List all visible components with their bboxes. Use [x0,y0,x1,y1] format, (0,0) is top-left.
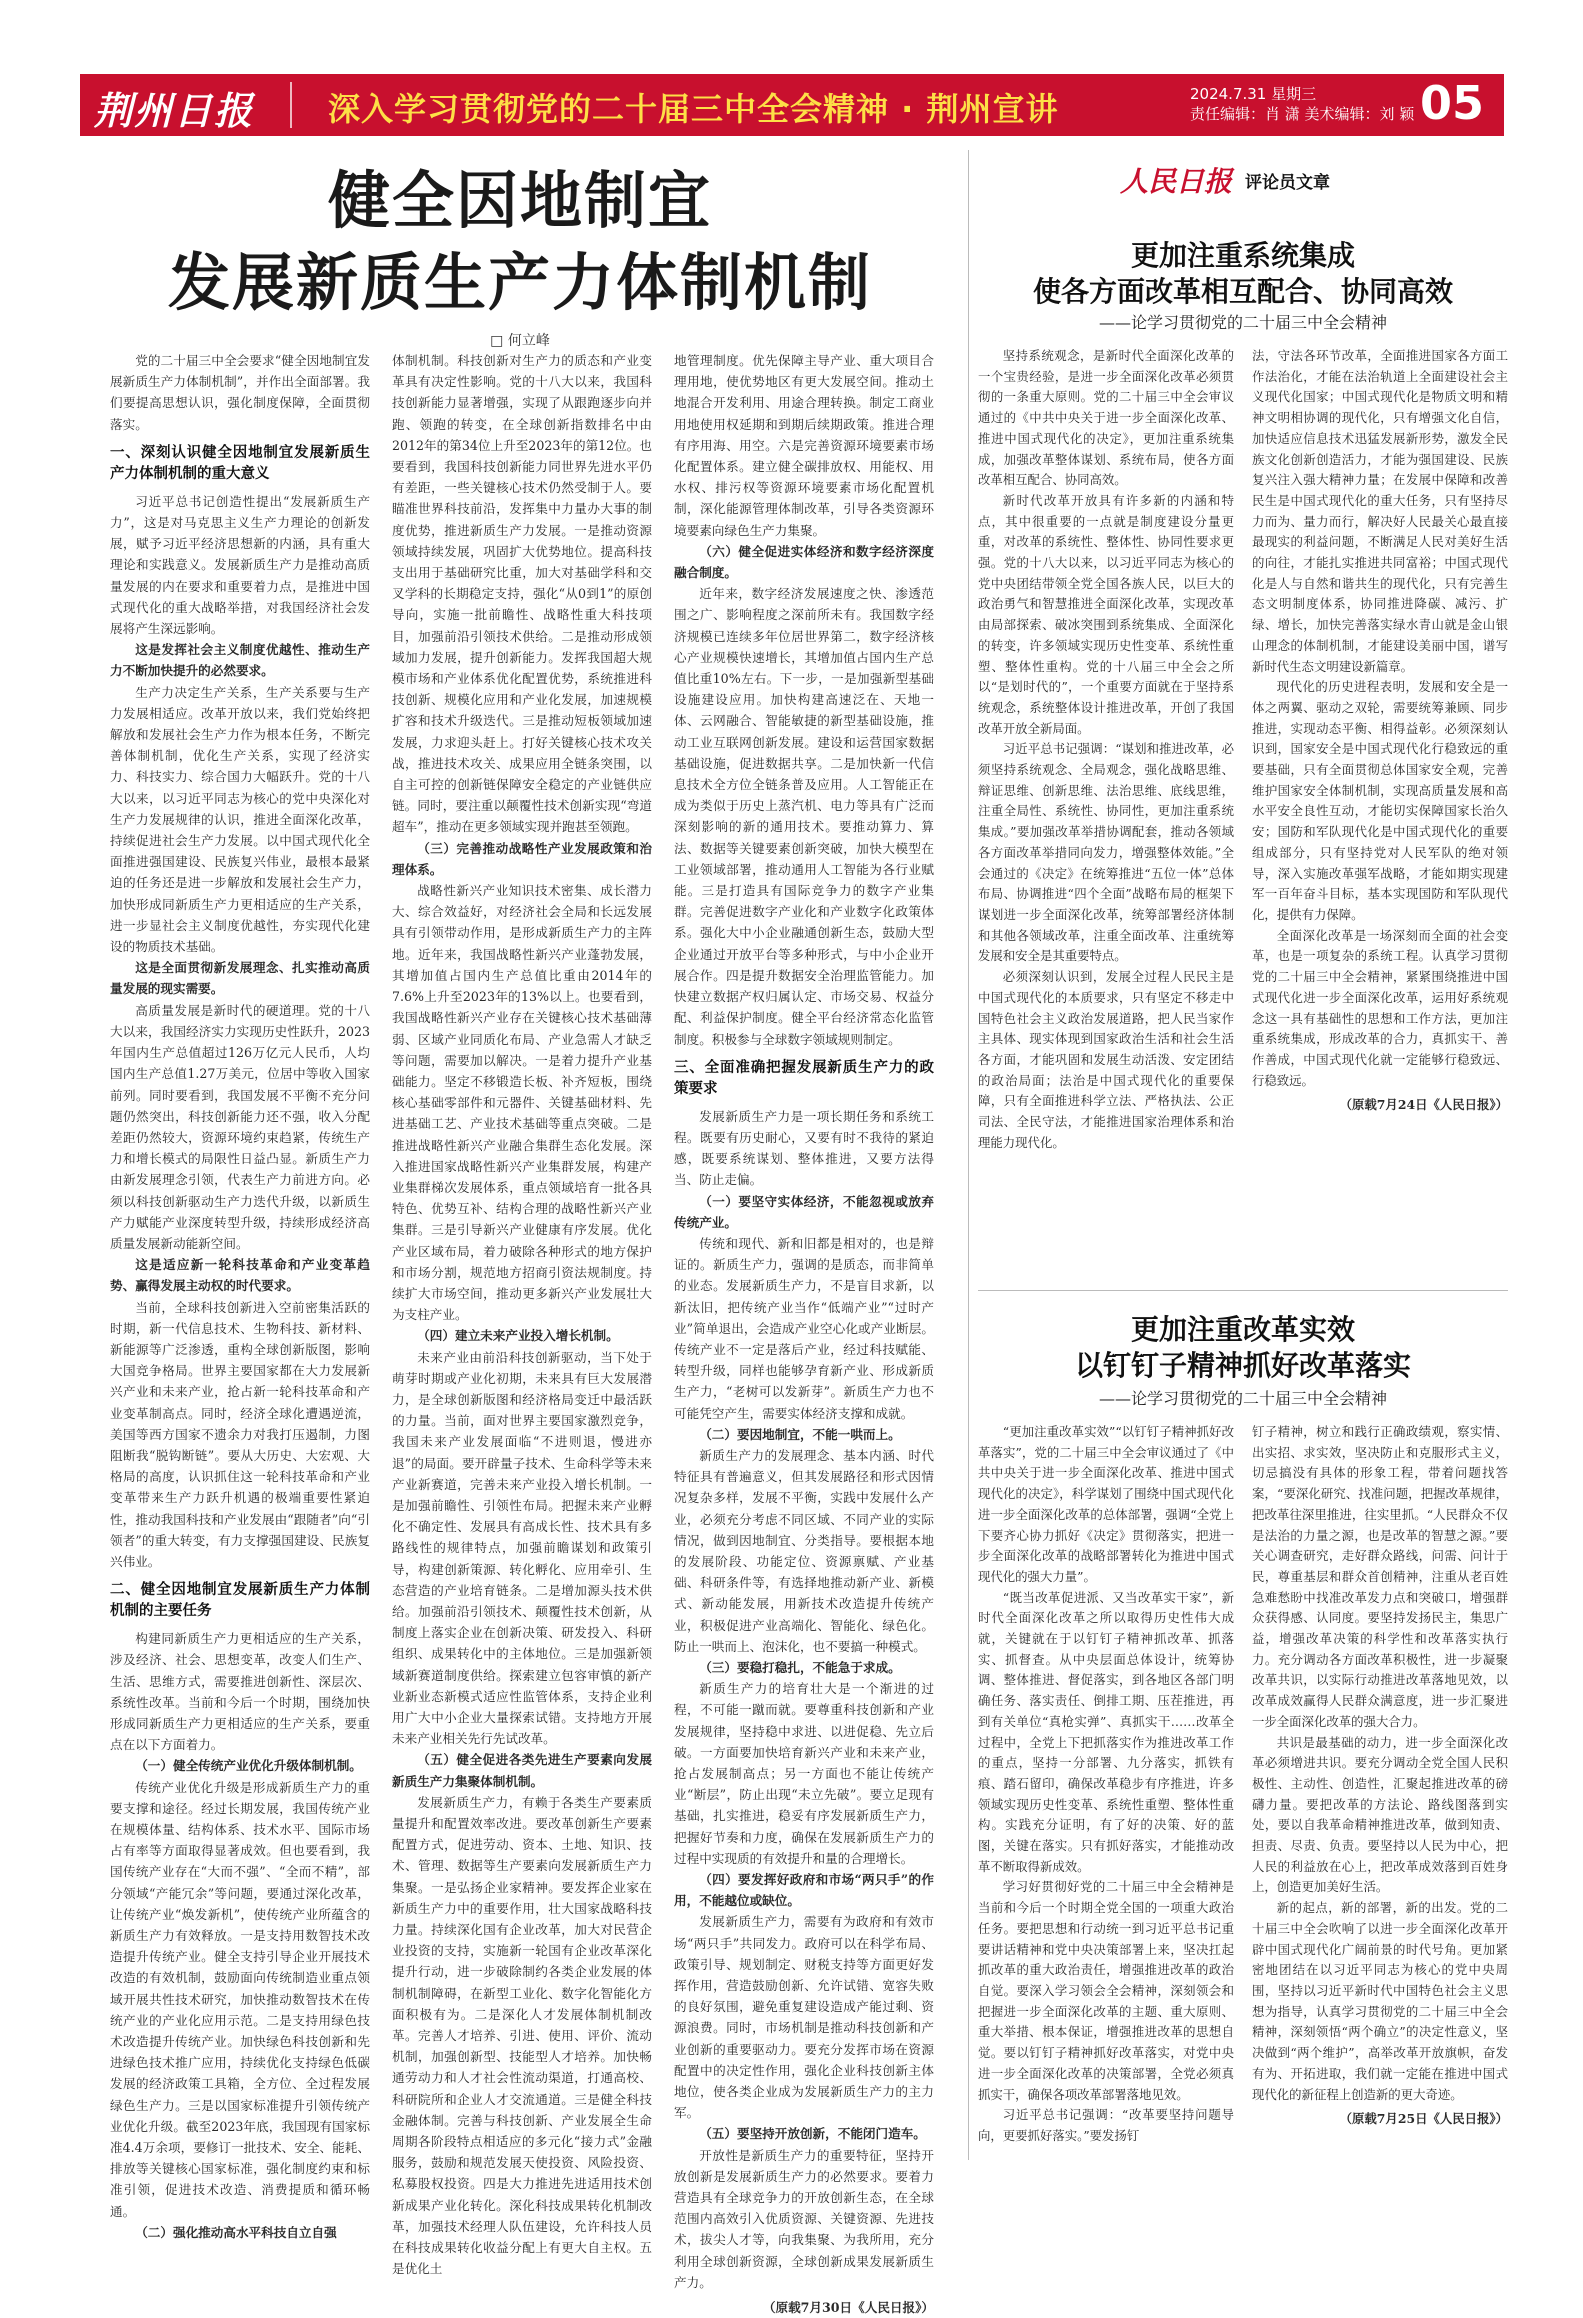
paragraph: 钉子精神，树立和践行正确政绩观，察实情、出实招、求实效，坚决防止和克服形式主义，切忌搞没有具体的形象工程，带着问题找答案，“要深化研究、找准问题，把握改革规律，把改革往深里推进，往实里抓。“人民群众不仅是法治的力量之源，也是改革的智慧之源。”要关心调查研究，走好群众路线，问需、问计于民，尊重基层和群众首创精神，注重从老百姓急难愁盼中找准改革发力点和突破口，增强群众获得感、认同度。要坚持发扬民主，集思广益，增强改革决策的科学性和改革落实执行力。充分调动各方面改革积极性，进一步凝聚改革共识，以实际行动推进改革落地见效，以改革成效赢得人民群众满意度，进一步汇聚进一步全面深化改革的强大合力。 [1252,1424,1508,1729]
main-article-body [110,350,934,2316]
paragraph: 新的起点，新的部署，新的出发。党的二十届三中全会吹响了以进一步全面深化改革开辟中国式现代化广阔前景的时代号角。更加紧密地团结在以习近平同志为核心的党中央周围，坚持以习近平新时代中国特色社会主义思想为指导，认真学习贯彻党的二十届三中全会精神，深刻领悟“两个确立”的决定性意义，坚决做到“两个维护”，高举改革开放旗帜，奋发有为、开拓进取，我们就一定能在推进中国式现代化的新征程上创造新的更大奇迹。 [1252,1900,1508,2102]
emphasis-paragraph: （六）健全促进实体经济和数字经济深度融合制度。 [674,543,934,581]
emphasis-paragraph: （二）要因地制宜，不能一哄而上。 [699,1426,901,1442]
article1-column-1 [978,346,1234,1276]
main-article-title [110,160,930,324]
source-note: （原载7月30日《人民日报》） [762,2300,934,2316]
paragraph: 近年来，数字经济发展速度之快、渗透范围之广、影响程度之深前所未有。我国数字经济规模已连续多年位居世界第二，数字经济核心产业规模快速增长，其增加值占国内生产总值比重10%左右。下一步，一是加强新型基础设施建设应用。加快构建高速泛在、天地一体、云网融合、智能敏捷的新型基础设施，推动工业互联网创新发展。建设和运营国家数据基础设施，促进数据共享。二是加快新一代信息技术全方位全链条普及应用。人工智能正在成为类似于历史上蒸汽机、电力等具有广泛而深刻影响的新的通用技术。要推动算力、算法、数据等关键要素创新突破，加快大模型在工业领域部署，推动通用人工智能为各行业赋能。三是打造具有国际竞争力的数字产业集群。完善促进数字产业化和产业数字化政策体系。强化大中小企业融通创新生态，鼓励大型企业通过开放平台等多种形式，与中小企业开展合作。四是提升数据安全治理监管能力。加快建立数据产权归属认定、市场交易、权益分配、利益保护制度。健全平台经济常态化监管制度。积极参与全球数字领域规则制定。 [674,586,934,1047]
article1-subtitle: ——论学习贯彻党的二十届三中全会精神 [1098,313,1387,332]
masthead [80,74,1504,136]
article2-body [978,1422,1508,2162]
paragraph: 高质量发展是新时代的硬道理。党的十八大以来，我国经济实力实现历史性跃升，2023年国内生产总值超过126万亿元人民币，人均国内生产总值1.27万美元，位居中等收入国家前列。同时要看到，我国发展不平衡不充分问题仍然突出，科技创新能力还不强，收入分配差距仍然较大，资源环境约束趋紧，传统生产力和增长模式的局限性日益凸显。新质生产力由新发展理念引领，代表生产力前进方向。必须以科技创新驱动生产力迭代升级，以新质生产力赋能产业深度转型升级，持续形成经济高质量发展新动能新空间。 [110,1002,370,1251]
article1-title-line2: 使各方面改革相互配合、协同高效 [1032,275,1453,308]
paragraph: 体制机制。科技创新对生产力的质态和产业变革具有决定性影响。党的十八大以来，我国科技创新能力显著增强，实现了从跟跑逐步向并跑、领跑的转变，在全球创新指数排名中由2012年的第34位上升至2023年的第12位。也要看到，我国科技创新能力同世界先进水平仍有差距，一些关键核心技术仍然受制于人。要瞄准世界科技前沿，发挥集中力量办大事的制度优势，推进新质生产力发展。一是推动资源领域持续发展，巩固扩大优势地位。提高科技支出用于基础研究比重，加大对基础学科和交叉学科的长期稳定支持，强化“从0到1”的原创导向，实施一批前瞻性、战略性重大科技项目，加强前沿引领技术供给。二是推动形成领域加力发展，提升创新能力。发挥我国超大规模市场和产业体系优化配置优势，系统推进科技创新、规模化应用和产业化发展，加速规模扩容和技术升级迭代。三是推动短板领域加速发展，力求迎头赶上。打好关键核心技术攻关战，推进技术攻关、成果应用全链条突围，以自主可控的创新链保障安全稳定的产业链供应链。同时，要注重以颠覆性技术创新实现“弯道超车”，推动在更多领域实现并跑甚至领跑。 [392,353,652,835]
main-column-3 [674,350,934,2316]
page-number: 05 [1420,76,1485,130]
article1-body [978,346,1508,1276]
source-note: （原载7月24日《人民日报》） [1339,1097,1508,1113]
paragraph: 坚持系统观念，是新时代全面深化改革的一个宝贵经验，是进一步全面深化改革必须贯彻的一条重大原则。党的二十届三中全会审议通过的《中共中央关于进一步全面深化改革、推进中国式现代化的决定》，更加注重系统集成，加强改革整体谋划、系统布局，使各方面改革相互配合、协同高效。 [978,348,1234,488]
article2-column-2 [1252,1422,1508,2162]
masthead-divider [290,82,292,128]
paragraph: 传统产业优化升级是形成新质生产力的重要支撑和途径。经过长期发展，我国传统产业在规模体量、结构体系、技术水平、国际市场占有率等方面取得显著成效。但也要看到，我国传统产业存在“大而不强”、“全而不精”，部分领域“产能冗余”等问题，要通过深化改革，让传统产业“焕发新机”，使传统产业所蕴含的新质生产力有效释放。一是支持用数智技术改造提升传统产业。健全支持引导企业开展技术改造的有效机制，鼓励面向传统制造业重点领域开展共性技术研究，加快推动数智技术在传统产业的产业化应用示范。二是支持用绿色技术改造提升传统产业。加快绿色科技创新和先进绿色技术推广应用，持续优化支持绿色低碳发展的经济政策工具箱，全方位、全过程发展绿色生产力。三是以国家标准提升引领传统产业优化升级。截至2023年底，我国现有国家标准4.4万余项，要修订一批技术、安全、能耗、排放等关键核心国家标准，强化制度约束和标准引领，促进技术改造、消费提质和循环畅通。 [110,1779,370,2219]
paragraph: 发展新质生产力，需要有为政府和有效市场“两只手”共同发力。政府可以在科学布局、政策引导、规划制定、财税支持等方面更好发挥作用，营造鼓励创新、允许试错、宽容失败的良好氛围，避免重复建设造成产能过剩、资源浪费。同时，市场机制是推动科技创新和产业创新的重要驱动力。要充分发挥市场在资源配置中的决定性作用，强化企业科技创新主体地位，使各类企业成为发展新质生产力的主力军。 [674,1914,934,2121]
emphasis-paragraph: （四）要发挥好政府和市场“两只手”的作用，不能越位或缺位。 [674,1872,934,1909]
emphasis-paragraph: （一）要坚守实体经济，不能忽视或放弃传统产业。 [674,1193,934,1230]
emphasis-paragraph: （三）完善推动战略性产业发展政策和治理体系。 [392,840,652,877]
article2-subtitle: ——论学习贯彻党的二十届三中全会精神 [1098,1389,1387,1408]
paragraph: 党的二十届三中全会要求“健全因地制宜发展新质生产力体制机制”，并作出全面部署。我们要提高思想认识，强化制度保障，全面贯彻落实。 [110,353,370,432]
paragraph: 生产力决定生产关系，生产关系要与生产力发展相适应。改革开放以来，我们党始终把解放和发展社会生产力作为根本任务，不断完善体制机制，优化生产关系，实现了经济实力、科技实力、综合国力大幅跃升。党的十八大以来，以习近平同志为核心的党中央深化对生产力发展规律的认识，推进全面深化改革，持续促进社会生产力发展。以中国式现代化全面推进强国建设、民族复兴伟业，最根本最紧迫的任务还是进一步解放和发展社会生产力，加快形成同新质生产力更相适应的生产关系，进一步显社会主义制度优越性，夯实现代化建设的物质技术基础。 [110,684,370,955]
article2-title-line2: 以钉钉子精神抓好改革落实 [1074,1349,1411,1382]
section-heading: 一、深刻认识健全因地制宜发展新质生产力体制机制的重大意义 [110,444,370,482]
issue-date: 2024.7.31 星期三 [1190,85,1317,103]
emphasis-paragraph: （五）要坚持开放创新，不能闭门造车。 [699,2126,926,2142]
emphasis-paragraph: 这是发挥社会主义制度优越性、推动生产力不断加快提升的必然要求。 [110,642,370,679]
emphasis-paragraph: （一）健全传统产业优化升级体制机制。 [135,1758,362,1774]
paragraph: 开放性是新质生产力的重要特征，坚持开放创新是发展新质生产力的必然要求。要着力营造具有全球竞争力的开放创新生态，在全球范围内高效引入优质资源、关键资源、先进技术，拔尖人才等，向我集聚、为我所用，充分利用全球创新资源，全球创新成果发展新质生产力。 [674,2147,934,2290]
article1-title [978,238,1508,310]
emphasis-paragraph: （三）要稳打稳扎，不能急于求成。 [699,1659,901,1675]
main-article-byline: □ 何立峰 [490,333,550,349]
paragraph: “更加注重改革实效”“以钉钉子精神抓好改革落实”，党的二十届三中全会审议通过了《中共中央关于进一步全面深化改革、推进中国式现代化的决定》，科学谋划了围绕中国式现代化进一步全面深化改革的总体部署，强调“全党上下要齐心协力抓好《决定》贯彻落实，把进一步全面深化改革的战略部署转化为推进中国式现代化的强大力量”。 [978,1424,1234,1584]
paragraph: 新质生产力的培育壮大是一个渐进的过程，不可能一蹴而就。要尊重科技创新和产业发展规律，坚持稳中求进、以进促稳、先立后破。一方面要加快培育新兴产业和未来产业，抢占发展制高点；另一方面也不能让传统产业“断层”，防止出现“未立先破”。要立足现有基础，扎实推进，稳妥有序发展新质生产力，把握好节奏和力度，确保在发展新质生产力的过程中实现质的有效提升和量的合理增长。 [674,1681,934,1866]
issue-editors: 责任编辑：肖 潇 美术编辑：刘 颖 [1190,105,1415,123]
paragraph: 必须深刻认识到，发展全过程人民民主是中国式现代化的本质要求，只有坚定不移走中国特色社会主义政治发展道路，把人民当家作主具体、现实体现到国家政治生活和社会生活各方面，才能巩固和发展生动活泼、安定团结的政治局面；法治是中国式现代化的重要保障，只有全面推进科学立法、严格执法、公正司法、全民守法，才能推进国家治理体系和治理能力现代化。 [978,969,1234,1150]
article2-title-line1: 更加注重改革实效 [1130,1313,1355,1346]
section-heading: 三、全面准确把握发展新质生产力的政策要求 [674,1059,934,1097]
paragraph: 战略性新兴产业知识技术密集、成长潜力大、综合效益好，对经济社会全局和长远发展具有引领带动作用，是形成新质生产力的主阵地。近年来，我国战略性新兴产业蓬勃发展，其增加值占国内生产总值比重由2014年的7.6%上升至2023年的13%以上。也要看到，我国战略性新兴产业存在关键核心技术基础薄弱、区域产业同质化布局、产业急需人才缺乏等问题，需要加以解决。一是着力提升产业基础能力。坚定不移锻造长板、补齐短板，围绕核心基础零部件和元器件、关键基础材料、先进基础工艺、产业技术基础等重点突破。二是推进战略性新兴产业融合集群生态化发展。深入推进国家战略性新兴产业集群发展，构建产业集群梯次发展体系，重点领域培育一批各具特色、优势互补、结构合理的战略性新兴产业集群。三是引导新兴产业健康有序发展。优化产业区域布局，着力破除各种形式的地方保护和市场分割，规范地方招商引资法规制度。持续扩大市场空间，推动更多新兴产业发展壮大为支柱产业。 [392,883,652,1323]
paragraph: 现代化的历史进程表明，发展和安全是一体之两翼、驱动之双轮，需要统筹兼顾、同步推进，实现动态平衡、相得益彰。必须深刻认识到，国家安全是中国式现代化行稳致远的重要基础，只有全面贯彻总体国家安全观，完善维护国家安全体制机制，实现高质量发展和高水平安全良性互动，才能切实保障国家长治久安；国防和军队现代化是中国式现代化的重要组成部分，只有坚持党对人民军队的绝对领导，深入实施改革强军战略，才能如期实现建军一百年奋斗目标，基本实现国防和军队现代化，提供有力保障。 [1252,679,1508,922]
paragraph: 未来产业由前沿科技创新驱动，当下处于萌芽时期或产业化初期，未来具有巨大发展潜力，是全球创新版图和经济格局变迁中最活跃的力量。当前，面对世界主要国家激烈竞争，我国未来产业发展面临“不进则退，慢进亦退”的局面。要开辟量子技术、生命科学等未来产业新赛道，完善未来产业投入增长机制。一是加强前瞻性、引领性布局。把握未来产业孵化不确定性、发展具有高成长性、技术具有多路线性的规律特点，加强前瞻谋划和政策引导，构建创新策源、转化孵化、应用牵引、生态营造的产业培育链条。二是增加源头技术供给。加强前沿引领技术、颠覆性技术创新，从制度上落实企业在创新决策、研发投入、科研组织、成果转化中的主体地位。三是加强新领域新赛道制度供给。探索建立包容审慎的新产业新业态新模式适应性监管体系，支持企业利用广大中小企业大量探索试错。支持地方开展未来产业相关先行先试改革。 [392,1349,652,1747]
emphasis-paragraph: （四）建立未来产业投入增长机制。 [417,1328,619,1344]
issue-meta [1190,84,1414,124]
paragraph: 学习好贯彻好党的二十届三中全会精神是当前和今后一个时期全党全国的一项重大政治任务。要把思想和行动统一到习近平总书记重要讲话精神和党中央决策部署上来，坚决扛起抓改革的重大政治责任，增强推进改革的政治自觉。要深入学习领会全会精神，深刻领会和把握进一步全面深化改革的主题、重大原则、重大举措、根本保证，增强推进改革的思想自觉。要以钉钉子精神抓好改革落实，对党中央进一步全面深化改革的决策部署，全党必须真抓实干，确保各项改革部署落地见效。 [978,1879,1234,2102]
paragraph: 全面深化改革是一场深刻而全面的社会变革，也是一项复杂的系统工程。认真学习贯彻党的二十届三中全会精神，紧紧围绕推进中国式现代化进一步全面深化改革，运用好系统观念这一具有基础性的思想和工作方法，更加注重系统集成，形成改革的合力，真抓实干、善作善成，中国式现代化就一定能够行稳致远、行稳致远。 [1252,927,1508,1088]
main-column-2 [392,350,652,2277]
commentary-tag: 评论员文章 [1245,173,1330,193]
main-title-line2: 发展新质生产力体制机制 [167,246,872,319]
emphasis-paragraph: （五）健全促进各类先进生产要素向发展新质生产力集聚体制机制。 [392,1752,652,1789]
peoples-daily-logo: 人民日报 [1120,165,1233,198]
paragraph: 习近平总书记创造性提出“发展新质生产力”，这是对马克思主义生产力理论的创新发展，赋予习近平经济思想新的内涵，具有重大理论和实践意义。发展新质生产力是推动高质量发展的内在要求和重要着力点，是推进中国式现代化的重大战略举措，对我国经济社会发展将产生深远影响。 [110,493,370,637]
paragraph: 法，守法各环节改革，全面推进国家各方面工作法治化，才能在法治轨道上全面建设社会主义现代化国家；中国式现代化是物质文明和精神文明相协调的现代化，只有增强文化自信，加快适应信息技术迅猛发展新形势，激发全民族文化创新创造活力，才能为强国建设、民族复兴注入强大精神力量；在发展中保障和改善民生是中国式现代化的重大任务，只有坚持尽力而为、量力而行，解决好人民最关心最直接最现实的利益问题，不断满足人民对美好生活的向往，才能扎实推进共同富裕；中国式现代化是人与自然和谐共生的现代化，只有完善生态文明制度体系，协同推进降碳、减污、扩绿、增长，加快完善落实绿水青山就是金山银山理念的体制机制，才能建设美丽中国，谱写新时代生态文明建设新篇章。 [1252,348,1508,674]
column-divider [968,150,969,2160]
emphasis-paragraph: 这是适应新一轮科技革命和产业变革趋势、赢得发展主动权的时代要求。 [110,1257,370,1294]
emphasis-paragraph: （二）强化推动高水平科技自立自强 [135,2224,337,2240]
main-title-line1: 健全因地制宜 [327,164,712,237]
paragraph: 发展新质生产力，有赖于各类生产要素质量提升和配置效率改进。要改革创新生产要素配置方式，促进劳动、资本、土地、知识、技术、管理、数据等生产要素向发展新质生产力集聚。一是弘扬企业家精神。要发挥企业家在新质生产力中的重要作用，壮大国家战略科技力量。持续深化国有企业改革，加大对民营企业投资的支持，实施新一轮国有企业改革深化提升行动，进一步破除制约各类企业发展的体制机制障碍，在新型工业化、数字化智能化方面积极有为。二是深化人才发展体制机制改革。完善人才培养、引进、使用、评价、流动机制，加强创新型、技能型人才培养。加快畅通劳动力和人才社会性流动渠道，打通高校、科研院所和企业人才交流通道。三是健全科技金融体制。完善与科技创新、产业发展全生命周期各阶段特点相适应的多元化“接力式”金融服务，鼓励和规范发展天使投资、风险投资、私募股权投资。四是大力推进先进适用技术创新成果产业化转化。深化科技成果转化机制改革，加强技术经理人队伍建设，允许科技人员在科技成果转化收益分配上有更大自主权。五是优化土 [392,1794,652,2277]
paragraph: 地管理制度。优先保障主导产业、重大项目合理用地，使优势地区有更大发展空间。推动土地混合开发利用、用途合理转换。制定工商业用地使用权延期和到期后续期政策。推进合理有序用海、用空。六是完善资源环境要素市场化配置体系。建立健全碳排放权、用能权、用水权、排污权等资源环境要素市场化配置机制，深化能源管理体制改革，引导各类资源环境要素向绿色生产力集聚。 [674,353,934,538]
paragraph: “既当改革促进派、又当改革实干家”，新时代全面深化改革之所以取得历史性伟大成就，关键就在于以钉钉子精神抓改革、抓落实、抓督查。从中央层面总体设计，统筹协调、整体推进、督促落实，到各地区各部门明确任务、落实责任、倒排工期、压茬推进，再到有关单位“真枪实弹”、真抓实干……改革全过程中，全党上下把抓落实作为推进改革工作的重点，坚持一分部署、九分落实，抓铁有痕、踏石留印，确保改革稳步有序推进，许多领域实现历史性变革、系统性重塑、整体性重构。实践充分证明，有了好的决策、好的蓝图，关键在落实。只有抓好落实，才能推动改革不断取得新成效。 [978,1589,1234,1874]
article-divider [978,1290,1508,1291]
paragraph: 习近平总书记强调：“改革要坚持问题导向，更要抓好落实。”要发扬钉 [978,2107,1234,2143]
article2-title [978,1312,1508,1384]
paragraph: 构建同新质生产力更相适应的生产关系，涉及经济、社会、思想变革，改变人们生产、生活、思维方式，需要推进创新性、深层次、系统性改革。当前和今后一个时期，围绕加快形成同新质生产力更相适应的生产关系，要重点在以下方面着力。 [110,1631,370,1753]
newspaper-logo: 荆州日报 [94,88,255,133]
article1-column-2 [1252,346,1508,1276]
section-heading: 二、健全因地制宜发展新质生产力体制机制的主要任务 [110,1582,370,1620]
paragraph: 新时代改革开放具有许多新的内涵和特点，其中很重要的一点就是制度建设分量更重，对改革的系统性、整体性、协同性要求更强。党的十八大以来，以习近平同志为核心的党中央团结带领全党全国各族人民，以巨大的政治勇气和智慧推进全面深化改革，实现改革由局部探索、破冰突围到系统集成、全面深化的转变，许多领域实现历史性变革、系统性重塑、整体性重构。党的十八届三中全会之所以“是划时代的”，一个重要方面就在于坚持系统观念，系统整体设计推进改革，开创了我国改革开放全新局面。 [978,492,1234,736]
section-headline: 深入学习贯彻党的二十届三中全会精神 · 荆州宣讲 [328,90,1059,128]
main-column-1 [110,350,370,2240]
paragraph: 新质生产力的发展理念、基本内涵、时代特征具有普遍意义，但其发展路径和形式因情况复杂多样，发展不平衡，实践中发展什么产业，必须充分考虑不同区域、不同产业的实际情况，做到因地制宜、分类指导。要根据本地的发展阶段、功能定位、资源禀赋、产业基础、科研条件等，有选择地推动新产业、新模式、新动能发展，用新技术改造提升传统产业，积极促进产业高端化、智能化、绿色化。防止一哄而上、泡沫化，也不要搞一种模式。 [674,1447,934,1654]
paragraph: 习近平总书记强调：“谋划和推进改革，必须坚持系统观念、全局观念，强化战略思维、辩证思维、创新思维、法治思维、底线思维，注重全局性、系统性、协同性，更加注重系统集成。”要加强改革举措协调配套，推动各领域各方面改革举措同向发力，增强整体效能。”全会通过的《决定》在统筹推进“五位一体”总体布局、协调推进“四个全面”战略布局的框架下谋划进一步全面深化改革，统筹部署经济体制和其他各领域改革，注重全面改革、注重统筹发展和安全是其重要特点。 [978,741,1234,964]
paragraph: 当前，全球科技创新进入空前密集活跃的时期，新一代信息技术、生物科技、新材料、新能源等广泛渗透，重构全球创新版图，影响大国竞争格局。世界主要国家都在大力发展新兴产业和未来产业，抢占新一轮科技革命和产业变革制高点。同时，经济全球化遭遇逆流，美国等西方国家不遗余力对我打压遏制，力图阻断我“脱钩断链”。要从大历史、大宏观、大格局的高度，认识抓住这一轮科技革命和产业变革带来生产力跃升机遇的极端重要性紧迫性，推动我国科技和产业发展由“跟随者”向“引领者”的重大转变，有力支撑强国建设、民族复兴伟业。 [110,1299,370,1569]
emphasis-paragraph: 这是全面贯彻新发展理念、扎实推动高质量发展的现实需要。 [110,960,370,997]
article2-column-1 [978,1422,1234,2162]
paragraph: 发展新质生产力是一项长期任务和系统工程。既要有历史耐心，又要有时不我待的紧迫感，既要系统谋划、整体推进，又要方法得当、防止走偏。 [674,1108,934,1188]
paragraph: 共识是最基础的动力，进一步全面深化改革必须增进共识。要充分调动全党全国人民积极性、主动性、创造性，汇聚起推进改革的磅礴力量。要把改革的方法论、路线图落到实处，要以自我革命精神推进改革，做到知责、担责、尽责、负责。要坚持以人民为中心，把人民的利益放在心上，把改革成效落到百姓身上，创造更加美好生活。 [1252,1734,1508,1895]
source-note: （原载7月25日《人民日报》） [1339,2111,1508,2127]
paragraph: 传统和现代、新和旧都是相对的，也是辩证的。新质生产力，强调的是质态，而非简单的业态。发展新质生产力，不是盲目求新，以新汰旧，把传统产业当作“低端产业”“过时产业”简单退出，会造成产业空心化或产业断层。传统产业不一定是落后产业，经过科技赋能、转型升级，同样也能够孕育新产业、形成新质生产力，“老树可以发新芽”。新质生产力也不可能凭空产生，需要实体经济支撑和成就。 [674,1235,934,1421]
article1-title-line1: 更加注重系统集成 [1130,239,1355,272]
